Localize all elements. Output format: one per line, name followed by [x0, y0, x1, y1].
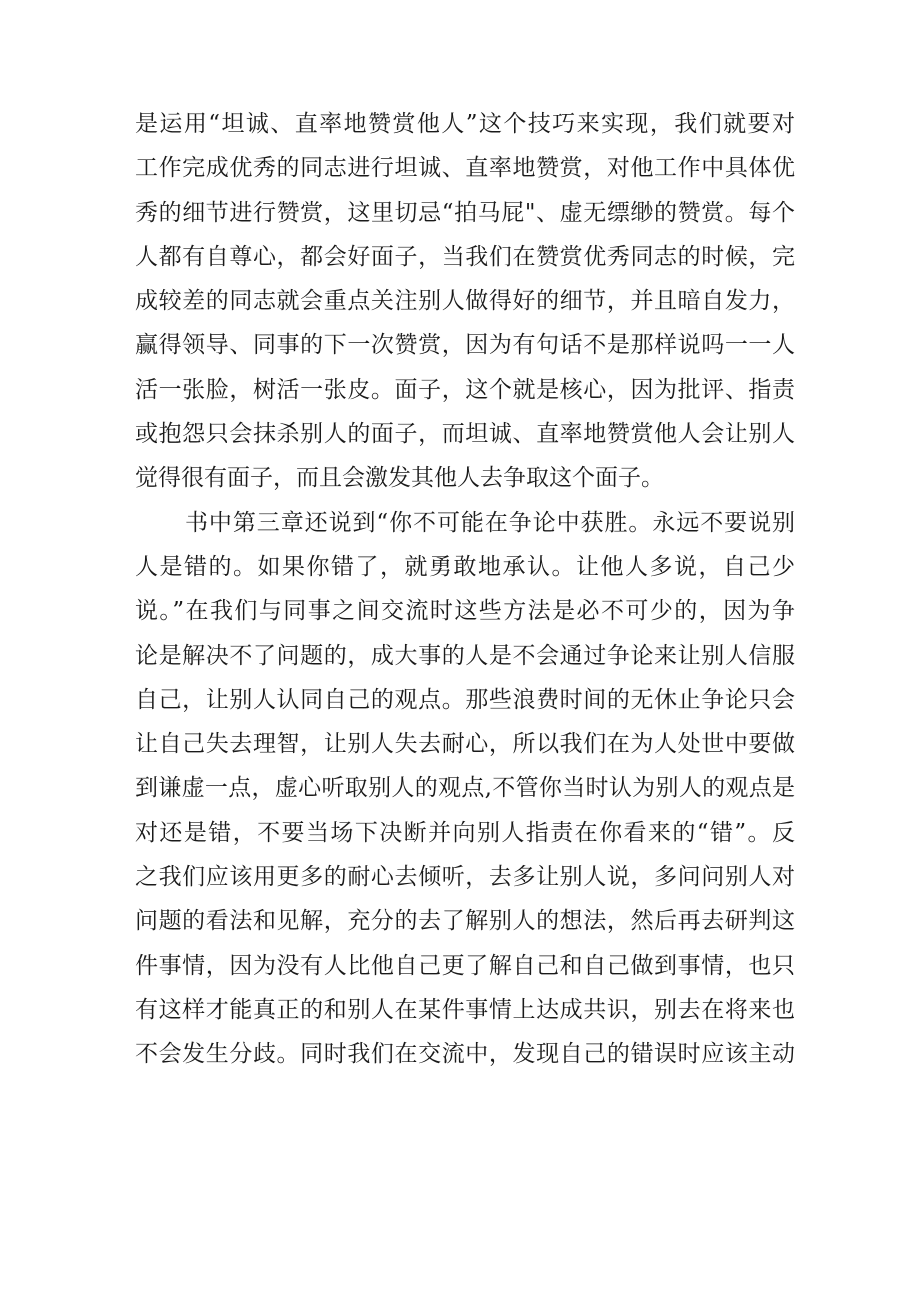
paragraph-line: 之我们应该用更多的耐心去倾听，去多让别人说，多问问别人对 [135, 864, 795, 891]
paragraph-line: 对还是错，不要当场下决断并向别人指责在你看来的“错”。反 [135, 819, 795, 846]
paragraph-line: 有这样才能真正的和别人在某件事情上达成共识，别去在将来也 [135, 996, 795, 1023]
paragraph-line: 书中第三章还说到“你不可能在争论中获胜。永远不要说别 [185, 509, 795, 536]
paragraph-line: 让自己失去理智，让别人失去耐心，所以我们在为人处世中要做 [135, 731, 795, 758]
paragraph-line: 不会发生分歧。同时我们在交流中，发现自己的错误时应该主动 [135, 1041, 795, 1068]
paragraph-line: 自己，让别人认同自己的观点。那些浪费时间的无休止争论只会 [135, 686, 795, 713]
paragraph-2 [135, 501, 795, 1077]
paragraph-line: 到谦虚一点，虚心听取别人的观点,不管你当时认为别人的观点是 [135, 775, 795, 802]
paragraph-line: 秀的细节进行赞赏，这里切忌“拍马屁"、虚无缥缈的赞赏。每个 [135, 199, 795, 226]
paragraph-line: 问题的看法和见解，充分的去了解别人的想法，然后再去研判这 [135, 908, 795, 935]
paragraph-line: 活一张脸，树活一张皮。面子，这个就是核心，因为批评、指责 [135, 376, 795, 403]
paragraph-line: 是运用“坦诚、直率地赞赏他人”这个技巧来实现，我们就要对 [135, 111, 795, 137]
paragraph-line: 说。”在我们与同事之间交流时这些方法是必不可少的，因为争 [135, 598, 795, 625]
paragraph-line: 或抱怨只会抹杀别人的面子，而坦诚、直率地赞赏他人会让别人 [135, 421, 795, 448]
paragraph-line: 件事情，因为没有人比他自己更了解自己和自己做到事情，也只 [135, 952, 795, 979]
paragraph-line: 觉得很有面子，而且会激发其他人去争取这个面子。 [135, 465, 664, 492]
paragraph-line: 赢得领导、同事的下一次赞赏，因为有句话不是那样说吗一一人 [135, 332, 795, 359]
paragraph-1 [135, 102, 795, 501]
paragraph-line: 论是解决不了问题的，成大事的人是不会通过争论来让别人信服 [135, 642, 795, 669]
paragraph-line: 工作完成优秀的同志进行坦诚、直率地赞赏，对他工作中具体优 [135, 155, 795, 182]
paragraph-line: 成较差的同志就会重点关注别人做得好的细节，并且暗自发力， [135, 288, 795, 315]
paragraph-line: 人是错的。如果你错了，就勇敢地承认。让他人多说，自己少 [135, 553, 795, 580]
document-body [135, 102, 795, 1077]
paragraph-line: 人都有自尊心，都会好面子，当我们在赞赏优秀同志的时候，完 [135, 243, 795, 270]
